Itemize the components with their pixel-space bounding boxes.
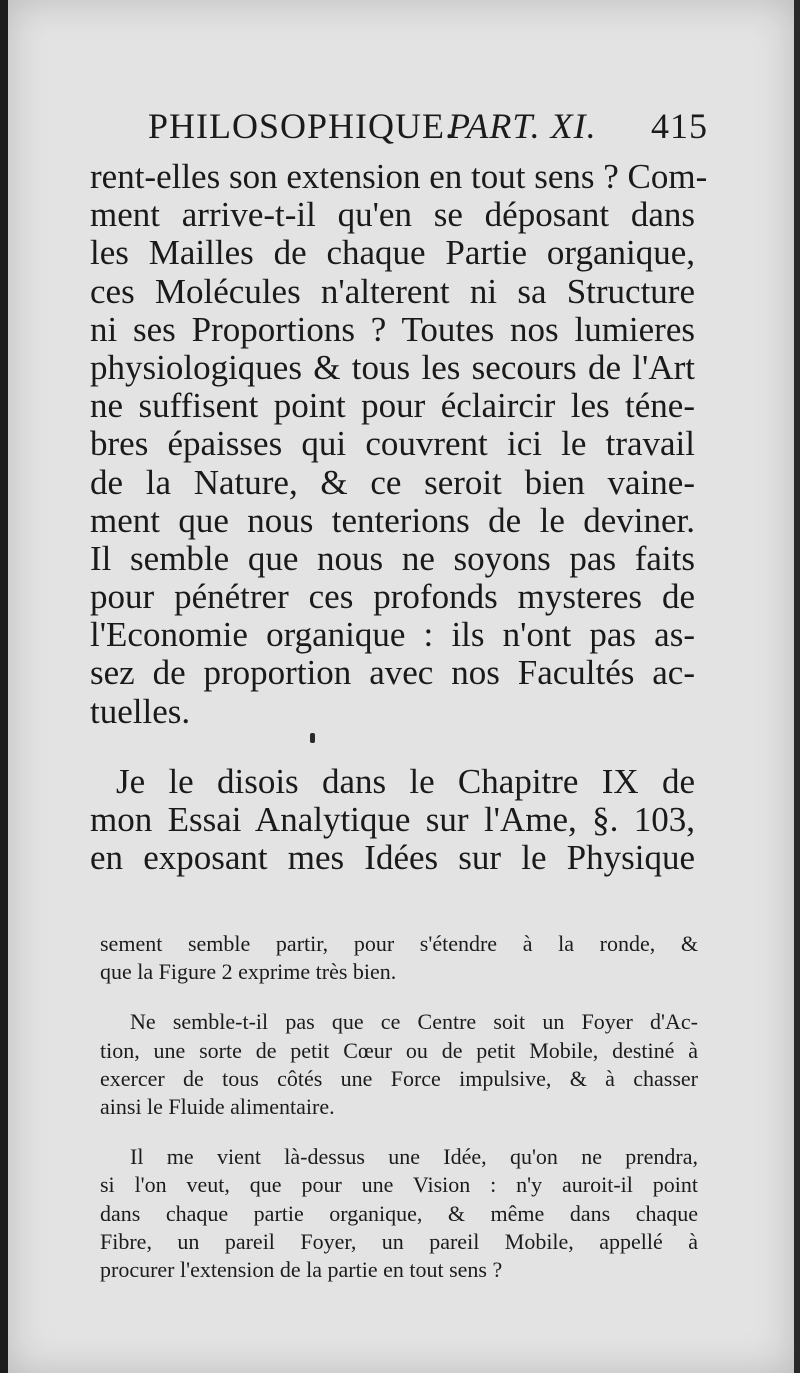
- text-line: ment que nous tenterions de le deviner.: [90, 500, 695, 540]
- part-label: PART. XI.: [448, 106, 597, 146]
- running-header: [148, 105, 708, 155]
- footnote-line: ainsi le Fluide alimentaire.: [100, 1093, 335, 1119]
- footnote-line: procurer l'extension de la partie en tout sens ?: [100, 1256, 503, 1282]
- text-line: de la Nature, & ce seroit bien vaine-: [90, 462, 695, 502]
- text-line: ces Molécules n'alterent ni sa Structure: [90, 271, 695, 311]
- text-line: ne suffisent point pour éclaircir les téne-: [90, 386, 695, 426]
- footnote-line: que la Figure 2 exprime très bien.: [100, 959, 397, 985]
- main-paragraph: [90, 157, 708, 731]
- footnote-line: exercer de tous côtés une Force impulsive, & à chasser: [100, 1065, 698, 1091]
- text-line: pour pénétrer ces profonds mysteres de: [90, 577, 695, 617]
- text-line: mon Essai Analytique sur l'Ame, §. 103,: [90, 800, 695, 840]
- text-line: ment arrive-t-il qu'en se déposant dans: [90, 195, 695, 235]
- page-edge: [0, 0, 8, 1373]
- second-paragraph: [90, 763, 695, 878]
- text-line: physiologiques & tous les secours de l'Art: [90, 347, 695, 387]
- footnotes: [100, 930, 698, 1306]
- footnote-line: dans chaque partie organique, & même dans chaque: [100, 1200, 698, 1226]
- footnote-line: Ne semble-t-il pas que ce Centre soit un Foyer d'Ac-: [130, 1009, 698, 1035]
- text-line: rent-elles son extension en tout sens ? Com-: [90, 157, 708, 196]
- footnote-block: [100, 930, 698, 986]
- running-title: PHILOSOPHIQUE.: [148, 106, 456, 146]
- footnote-block: [100, 1143, 698, 1284]
- text-line: sez de proportion avec nos Facultés ac-: [90, 653, 695, 693]
- text-line: Je le disois dans le Chapitre IX de: [116, 762, 695, 801]
- text-line: les Mailles de chaque Partie organique,: [90, 233, 695, 273]
- text-line: Il semble que nous ne soyons pas faits: [90, 538, 695, 578]
- footnote-line: Fibre, un pareil Foyer, un pareil Mobile, appellé à: [100, 1228, 698, 1254]
- text-line: ni ses Proportions ? Toutes nos lumieres: [90, 309, 695, 349]
- footnote-block: [100, 1008, 698, 1121]
- footnote-line: si l'on veut, que pour une Vision : n'y auroit-il point: [100, 1172, 698, 1198]
- text-line: bres épaisses qui couvrent ici le travail: [90, 424, 695, 464]
- text-line: l'Economie organique : ils n'ont pas as-: [90, 615, 695, 655]
- footnote-line: sement semble partir, pour s'étendre à la ronde, &: [100, 931, 698, 956]
- footnote-line: Il me vient là-dessus une Idée, qu'on ne prendra,: [130, 1144, 698, 1170]
- footnote-line: tion, une sorte de petit Cœur ou de petit Mobile, destiné à: [100, 1037, 698, 1063]
- ink-mark: [310, 733, 315, 743]
- text-line: en exposant mes Idées sur le Physique: [90, 838, 695, 878]
- page-number: 415: [651, 106, 708, 146]
- text-line: tuelles.: [90, 691, 191, 731]
